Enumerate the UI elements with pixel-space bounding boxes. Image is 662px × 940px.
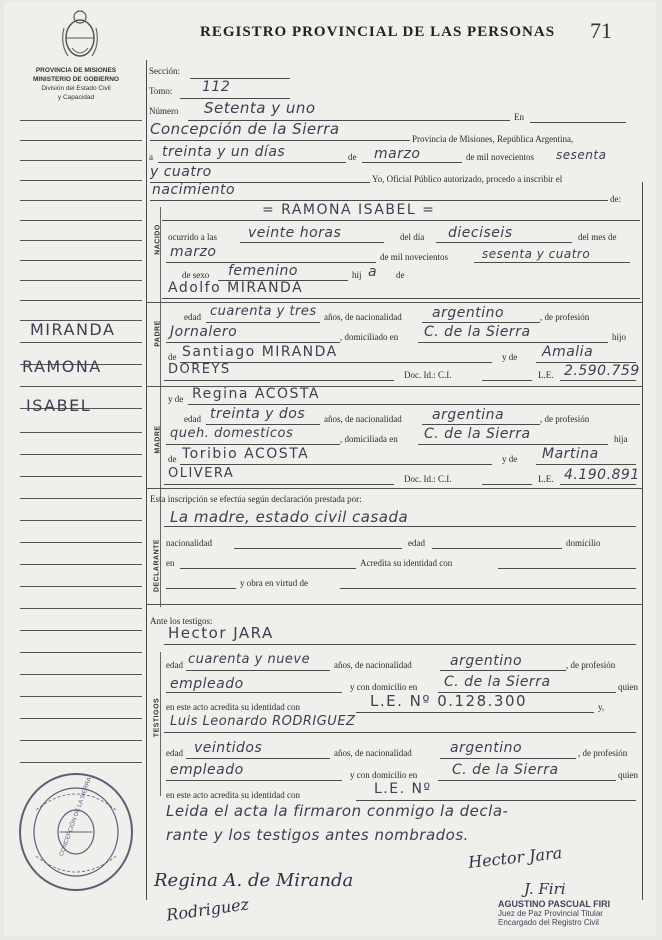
del-mes-label: del mes de xyxy=(578,232,617,242)
sexo-label: de sexo xyxy=(182,270,210,280)
madre-domiciliada-label: , domiciliada en xyxy=(340,434,398,444)
testigo-2-domicilio-label: y con domicilio en xyxy=(350,770,418,780)
madre-y-de-label: y de xyxy=(168,394,184,404)
round-seal-icon xyxy=(16,770,136,894)
coat-of-arms-icon xyxy=(60,8,100,64)
year-value-2: y cuatro xyxy=(150,164,212,180)
closing-line-2: rante y los testigos antes nombrados. xyxy=(166,826,469,844)
hij-label: hij xyxy=(352,270,362,280)
testigo-2-nacionalidad-value: argentino xyxy=(450,740,523,756)
padre-le-value: 2.590.759 xyxy=(564,363,640,379)
testigo-2-quien-label: quien xyxy=(618,770,638,780)
padre-nacionalidad-value: argentino xyxy=(432,305,505,321)
testigo-1-domicilio-value: C. de la Sierra xyxy=(444,674,551,690)
declarante-domicilio-label: domicilio xyxy=(566,538,601,548)
child-name: = RAMONA ISABEL = xyxy=(262,202,436,218)
de-label: de xyxy=(348,152,357,162)
de-colon-label: de: xyxy=(610,194,621,204)
numero-label: Número xyxy=(149,106,179,116)
testigo-1-nacionalidad-label: años, de nacionalidad xyxy=(334,660,412,670)
abuelo-materno: Toribio ACOSTA xyxy=(182,446,310,462)
madre-edad-value: treinta y dos xyxy=(210,406,306,422)
en-label: En xyxy=(514,112,524,122)
madre-hija-label: hija xyxy=(614,434,628,444)
provincia-text: Provincia de Misiones, República Argentina, xyxy=(412,134,574,144)
testigo-1-doc: L.E. Nº 0.128.300 xyxy=(370,692,528,710)
padre-doc-label: Doc. Id.: C.I. xyxy=(404,370,452,380)
padre-de-label: de xyxy=(168,352,177,362)
testigos-section-label: TESTIGOS xyxy=(153,697,161,738)
declarante-value: La madre, estado civil casada xyxy=(170,508,409,526)
witness-signature: Hector Jara xyxy=(467,843,564,872)
testigo-1-profesion-value: empleado xyxy=(170,676,244,692)
padre-edad-label: edad xyxy=(184,312,201,322)
ocurrido-label: ocurrido a las xyxy=(168,232,217,242)
province-block xyxy=(8,66,144,102)
padre-y-de-label: y de xyxy=(502,352,518,362)
madre-le-label: L.E. xyxy=(538,474,554,484)
tomo-value: 112 xyxy=(202,79,231,95)
nacido-section-label: NACIDO xyxy=(154,224,162,255)
padre-profesion-label: , de profesión xyxy=(540,312,590,322)
seal-text: CONCEPCIÓN DE LA SIERRA xyxy=(58,776,94,858)
testigo-1-acredita-label: en este acto acredita su identidad con xyxy=(166,702,300,712)
testigo-1-edad-value: cuarenta y nueve xyxy=(188,652,311,667)
officer-signature: J. Firi xyxy=(524,880,566,898)
place-value: Concepción de la Sierra xyxy=(150,120,340,138)
abuela-paterna-2: DOREYS xyxy=(168,362,231,377)
mil-novecientos-label: de mil novecientos xyxy=(466,152,534,162)
testigo-2-profesion-label: , de profesión xyxy=(578,748,628,758)
year-value-1: sesenta xyxy=(556,148,607,162)
page-number: 71 xyxy=(590,18,612,43)
official-stamp xyxy=(498,900,610,927)
province-line-3: División del Estado Civil xyxy=(41,85,111,92)
madre-edad-label: edad xyxy=(184,414,201,424)
madre-le-value: 4.190.891 xyxy=(564,467,640,483)
province-line-4: y Capacidad xyxy=(57,94,95,101)
madre-section-label: MADRE xyxy=(154,425,162,454)
testigo-2-profesion-value: empleado xyxy=(170,762,244,778)
madre-profesion-value: queh. domesticos xyxy=(170,426,294,441)
nacido-de-label: de xyxy=(396,270,405,280)
second-signature: Rodriguez xyxy=(165,894,251,925)
declarante-intro: Esta inscripción se efectúa según declaración prestada por: xyxy=(150,494,362,504)
padre-section-label: PADRE xyxy=(154,320,162,347)
testigo-1-nacionalidad-value: argentino xyxy=(450,653,523,669)
abuelo-paterno: Santiago MIRANDA xyxy=(182,344,338,360)
hij-value: a xyxy=(368,264,378,280)
padre-domiciliado-label: , domiciliado en xyxy=(340,332,399,342)
testigo-1-profesion-label: , de profesión xyxy=(566,660,616,670)
month-value: marzo xyxy=(374,146,421,162)
testigo-2-name: Luis Leonardo RODRIGUEZ xyxy=(170,714,356,729)
tomo-label: Tomo: xyxy=(149,86,173,96)
nacido-mil-label: de mil novecientos xyxy=(380,252,448,262)
testigo-y-label: y, xyxy=(598,702,605,712)
madre-profesion-label: , de profesión xyxy=(540,414,590,424)
testigo-2-doc: L.E. Nº xyxy=(374,781,432,797)
testigo-1-name: Hector JARA xyxy=(168,624,274,642)
testigo-1-domicilio-label: y con domicilio en xyxy=(350,682,418,692)
testigo-2-nacionalidad-label: años, de nacionalidad xyxy=(334,748,412,758)
declarante-nacionalidad-label: nacionalidad xyxy=(166,538,212,548)
declarante-en-label: en xyxy=(166,558,175,568)
padre-nacionalidad-label: años, de nacionalidad xyxy=(324,312,402,322)
form-left-border xyxy=(146,60,147,900)
margin-note-second-name: ISABEL xyxy=(26,396,92,415)
testigo-2-edad-value: veintidos xyxy=(194,740,263,756)
page-title: REGISTRO PROVINCIAL DE LAS PERSONAS xyxy=(200,24,556,40)
padre-le-label: L.E. xyxy=(538,370,554,380)
madre-domicilio-value: C. de la Sierra xyxy=(424,426,531,442)
yo-text: Yo, Oficial Público autorizado, procedo a inscribir el xyxy=(372,174,563,184)
closing-line-1: Leida el acta la firmaron conmigo la decla- xyxy=(166,802,509,820)
dia-value: dieciseis xyxy=(448,225,513,241)
hora-value: veinte horas xyxy=(248,225,342,241)
numero-value: Setenta y uno xyxy=(204,99,316,117)
day-value: treinta y un días xyxy=(162,144,286,160)
testigo-2-acredita-label: en este acto acredita su identidad con xyxy=(166,790,300,800)
padre-hijo-label: hijo xyxy=(612,332,627,342)
testigos-intro: Ante los testigos: xyxy=(150,616,213,626)
madre-de-label: de xyxy=(168,454,177,464)
sexo-value: femenino xyxy=(228,263,298,279)
testigo-2-edad-label: edad xyxy=(166,748,183,758)
padre-name: Adolfo MIRANDA xyxy=(168,280,304,296)
mes-value: marzo xyxy=(170,244,217,260)
form-right-border xyxy=(642,182,643,900)
madre-y-de-label-2: y de xyxy=(502,454,518,464)
madre-name: Regina ACOSTA xyxy=(192,386,320,402)
testigo-1-quien-label: quien xyxy=(618,682,638,692)
a-label: a xyxy=(149,152,153,162)
declarante-edad-label: edad xyxy=(408,538,425,548)
declarante-acredita-label: Acredita su identidad con xyxy=(360,558,453,568)
del-dia-label: del día xyxy=(400,232,425,242)
abuela-paterna-1: Amalia xyxy=(542,344,594,360)
seccion-label: Sección: xyxy=(149,66,180,76)
declarante-section-label: DECLARANTE xyxy=(153,538,161,593)
madre-nacionalidad-label: años, de nacionalidad xyxy=(324,414,402,424)
padre-profesion-value: Jornalero xyxy=(170,324,238,340)
margin-note-first-name: RAMONA xyxy=(22,357,102,376)
madre-doc-label: Doc. Id.: C.I. xyxy=(404,474,452,484)
testigo-1-edad-label: edad xyxy=(166,660,183,670)
official-title-1: Juez de Paz Provincial Titular xyxy=(498,909,603,918)
mother-signature: Regina A. de Miranda xyxy=(154,870,354,891)
act-value: nacimiento xyxy=(152,182,236,198)
province-line-1: PROVINCIA DE MISIONES xyxy=(35,67,117,74)
madre-nacionalidad-value: argentina xyxy=(432,407,505,423)
padre-edad-value: cuarenta y tres xyxy=(210,304,317,319)
registry-page xyxy=(4,2,656,936)
province-line-2: MINISTERIO DE GOBIERNO xyxy=(33,76,119,83)
declarante-obra-label: y obra en virtud de xyxy=(240,578,308,588)
padre-domicilio-value: C. de la Sierra xyxy=(424,324,531,340)
margin-note-surname: MIRANDA xyxy=(30,320,116,339)
abuela-materna-2: OLIVERA xyxy=(168,466,235,481)
official-title-2: Encargado del Registro Civil xyxy=(498,918,599,927)
anio-value: sesenta y cuatro xyxy=(482,247,591,261)
official-name: AGUSTINO PASCUAL FIRI xyxy=(498,899,611,909)
testigo-2-domicilio-value: C. de la Sierra xyxy=(452,762,559,778)
abuela-materna-1: Martina xyxy=(542,446,599,462)
